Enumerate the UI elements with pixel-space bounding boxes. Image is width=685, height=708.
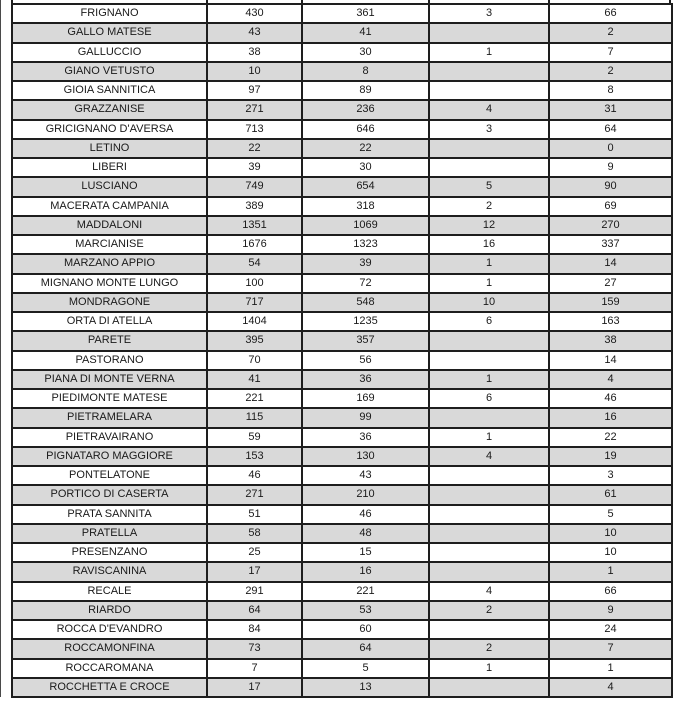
municipality-cell: RAVISCANINA [13, 563, 208, 582]
municipality-cell: PIETRAMELARA [13, 409, 208, 428]
value-cell: 16 [430, 236, 550, 255]
table-top-partial-row [11, 0, 673, 3]
value-cell: 73 [208, 640, 303, 659]
municipality-cell: ORTA DI ATELLA [13, 313, 208, 332]
value-cell: 8 [303, 63, 430, 82]
value-cell: 13 [303, 679, 430, 698]
value-cell: 90 [550, 178, 673, 197]
value-cell: 10 [550, 544, 673, 563]
value-cell: 84 [208, 621, 303, 640]
value-cell [430, 506, 550, 525]
municipality-cell: PIANA DI MONTE VERNA [13, 371, 208, 390]
column-border-stub [669, 0, 671, 3]
municipality-cell: PRATA SANNITA [13, 506, 208, 525]
value-cell: 30 [303, 159, 430, 178]
value-cell [430, 63, 550, 82]
value-cell: 46 [303, 506, 430, 525]
value-cell: 64 [303, 640, 430, 659]
value-cell: 12 [430, 217, 550, 236]
value-cell: 10 [430, 294, 550, 313]
municipality-cell: GALLUCCIO [13, 44, 208, 63]
value-cell: 25 [208, 544, 303, 563]
value-cell: 236 [303, 101, 430, 120]
municipality-cell: PORTICO DI CASERTA [13, 486, 208, 505]
municipality-cell: ROCCHETTA E CROCE [13, 679, 208, 698]
value-cell: 1404 [208, 313, 303, 332]
value-cell: 395 [208, 332, 303, 351]
value-cell: 54 [208, 255, 303, 274]
value-cell: 72 [303, 275, 430, 294]
value-cell: 749 [208, 178, 303, 197]
value-cell: 24 [550, 621, 673, 640]
value-cell: 31 [550, 101, 673, 120]
value-cell: 38 [550, 332, 673, 351]
value-cell: 646 [303, 121, 430, 140]
value-cell: 46 [550, 390, 673, 409]
value-cell: 271 [208, 486, 303, 505]
column-border-stub [301, 0, 303, 3]
value-cell: 210 [303, 486, 430, 505]
value-cell: 51 [208, 506, 303, 525]
value-cell: 22 [303, 140, 430, 159]
municipality-cell: FRIGNANO [13, 5, 208, 24]
value-cell: 115 [208, 409, 303, 428]
municipality-cell: GIANO VETUSTO [13, 63, 208, 82]
value-cell: 43 [208, 24, 303, 43]
value-cell [430, 332, 550, 351]
value-cell: 8 [550, 82, 673, 101]
value-cell [430, 159, 550, 178]
value-cell [430, 82, 550, 101]
value-cell: 221 [303, 583, 430, 602]
value-cell: 1 [430, 44, 550, 63]
value-cell: 7 [208, 660, 303, 679]
value-cell: 337 [550, 236, 673, 255]
value-cell: 357 [303, 332, 430, 351]
value-cell: 159 [550, 294, 673, 313]
column-border-stub [11, 0, 13, 3]
value-cell: 61 [550, 486, 673, 505]
municipality-cell: GIOIA SANNITICA [13, 82, 208, 101]
value-cell: 5 [550, 506, 673, 525]
value-cell: 1 [550, 660, 673, 679]
value-cell: 36 [303, 429, 430, 448]
value-cell: 9 [550, 602, 673, 621]
value-cell: 713 [208, 121, 303, 140]
municipality-cell: LUSCIANO [13, 178, 208, 197]
value-cell: 1069 [303, 217, 430, 236]
value-cell: 14 [550, 352, 673, 371]
table-body [11, 3, 673, 698]
municipality-cell: PONTELATONE [13, 467, 208, 486]
municipality-cell: PIEDIMONTE MATESE [13, 390, 208, 409]
municipality-cell: ROCCAROMANA [13, 660, 208, 679]
value-cell [430, 486, 550, 505]
value-cell: 271 [208, 101, 303, 120]
value-cell: 3 [550, 467, 673, 486]
value-cell: 39 [208, 159, 303, 178]
value-cell: 1 [550, 563, 673, 582]
value-cell: 36 [303, 371, 430, 390]
value-cell: 2 [430, 198, 550, 217]
municipality-cell: LETINO [13, 140, 208, 159]
value-cell: 169 [303, 390, 430, 409]
value-cell: 2 [550, 24, 673, 43]
value-cell: 17 [208, 679, 303, 698]
municipality-cell: LIBERI [13, 159, 208, 178]
municipality-cell: RECALE [13, 583, 208, 602]
value-cell: 4 [550, 371, 673, 390]
value-cell: 39 [303, 255, 430, 274]
value-cell: 654 [303, 178, 430, 197]
value-cell: 7 [550, 640, 673, 659]
municipality-cell: GRAZZANISE [13, 101, 208, 120]
value-cell [430, 544, 550, 563]
municipality-cell: MACERATA CAMPANIA [13, 198, 208, 217]
value-cell: 16 [303, 563, 430, 582]
value-cell: 1 [430, 429, 550, 448]
value-cell: 30 [303, 44, 430, 63]
value-cell: 5 [303, 660, 430, 679]
value-cell: 1323 [303, 236, 430, 255]
value-cell: 56 [303, 352, 430, 371]
value-cell: 2 [430, 602, 550, 621]
value-cell [430, 679, 550, 698]
value-cell: 1235 [303, 313, 430, 332]
value-cell: 4 [430, 583, 550, 602]
column-border-stub [548, 0, 550, 3]
value-cell: 318 [303, 198, 430, 217]
value-cell: 6 [430, 390, 550, 409]
municipality-cell: MARCIANISE [13, 236, 208, 255]
value-cell: 1676 [208, 236, 303, 255]
value-cell: 548 [303, 294, 430, 313]
value-cell: 1 [430, 275, 550, 294]
value-cell: 3 [430, 5, 550, 24]
value-cell: 16 [550, 409, 673, 428]
value-cell: 64 [550, 121, 673, 140]
value-cell [430, 352, 550, 371]
value-cell: 48 [303, 525, 430, 544]
municipality-cell: PASTORANO [13, 352, 208, 371]
value-cell: 60 [303, 621, 430, 640]
value-cell: 22 [208, 140, 303, 159]
value-cell: 270 [550, 217, 673, 236]
value-cell: 99 [303, 409, 430, 428]
value-cell: 97 [208, 82, 303, 101]
municipality-cell: PARETE [13, 332, 208, 351]
value-cell: 4 [430, 101, 550, 120]
value-cell: 14 [550, 255, 673, 274]
value-cell: 66 [550, 583, 673, 602]
value-cell [430, 563, 550, 582]
value-cell: 0 [550, 140, 673, 159]
municipality-cell: PRESENZANO [13, 544, 208, 563]
value-cell: 22 [550, 429, 673, 448]
value-cell [430, 467, 550, 486]
value-cell: 70 [208, 352, 303, 371]
municipality-table [11, 0, 673, 698]
column-border-stub [428, 0, 430, 3]
value-cell: 2 [430, 640, 550, 659]
value-cell: 64 [208, 602, 303, 621]
value-cell [430, 409, 550, 428]
value-cell: 66 [550, 5, 673, 24]
municipality-cell: MADDALONI [13, 217, 208, 236]
value-cell: 89 [303, 82, 430, 101]
municipality-cell: ROCCA D'EVANDRO [13, 621, 208, 640]
value-cell: 130 [303, 448, 430, 467]
column-border-stub [206, 0, 208, 3]
value-cell [430, 24, 550, 43]
value-cell: 1 [430, 371, 550, 390]
municipality-cell: PIETRAVAIRANO [13, 429, 208, 448]
value-cell: 5 [430, 178, 550, 197]
value-cell: 59 [208, 429, 303, 448]
value-cell: 27 [550, 275, 673, 294]
value-cell: 58 [208, 525, 303, 544]
value-cell: 46 [208, 467, 303, 486]
value-cell [430, 525, 550, 544]
value-cell: 53 [303, 602, 430, 621]
value-cell: 7 [550, 44, 673, 63]
value-cell: 1 [430, 255, 550, 274]
value-cell: 9 [550, 159, 673, 178]
value-cell: 1351 [208, 217, 303, 236]
municipality-cell: ROCCAMONFINA [13, 640, 208, 659]
municipality-cell: MARZANO APPIO [13, 255, 208, 274]
value-cell [430, 140, 550, 159]
value-cell: 10 [208, 63, 303, 82]
value-cell: 163 [550, 313, 673, 332]
value-cell: 291 [208, 583, 303, 602]
value-cell: 4 [430, 448, 550, 467]
value-cell: 430 [208, 5, 303, 24]
value-cell: 100 [208, 275, 303, 294]
value-cell: 69 [550, 198, 673, 217]
value-cell: 41 [303, 24, 430, 43]
value-cell: 41 [208, 371, 303, 390]
municipality-cell: MIGNANO MONTE LUNGO [13, 275, 208, 294]
municipality-cell: MONDRAGONE [13, 294, 208, 313]
value-cell: 717 [208, 294, 303, 313]
value-cell: 153 [208, 448, 303, 467]
municipality-cell: GRICIGNANO D'AVERSA [13, 121, 208, 140]
value-cell: 10 [550, 525, 673, 544]
value-cell: 17 [208, 563, 303, 582]
value-cell: 3 [430, 121, 550, 140]
value-cell: 6 [430, 313, 550, 332]
left-edge-gridline [0, 0, 1, 697]
value-cell [430, 621, 550, 640]
value-cell: 389 [208, 198, 303, 217]
value-cell: 4 [550, 679, 673, 698]
value-cell: 38 [208, 44, 303, 63]
municipality-cell: PRATELLA [13, 525, 208, 544]
value-cell: 2 [550, 63, 673, 82]
value-cell: 15 [303, 544, 430, 563]
value-cell: 1 [430, 660, 550, 679]
value-cell: 221 [208, 390, 303, 409]
municipality-cell: RIARDO [13, 602, 208, 621]
municipality-cell: GALLO MATESE [13, 24, 208, 43]
value-cell: 19 [550, 448, 673, 467]
value-cell: 43 [303, 467, 430, 486]
value-cell: 361 [303, 5, 430, 24]
municipality-cell: PIGNATARO MAGGIORE [13, 448, 208, 467]
